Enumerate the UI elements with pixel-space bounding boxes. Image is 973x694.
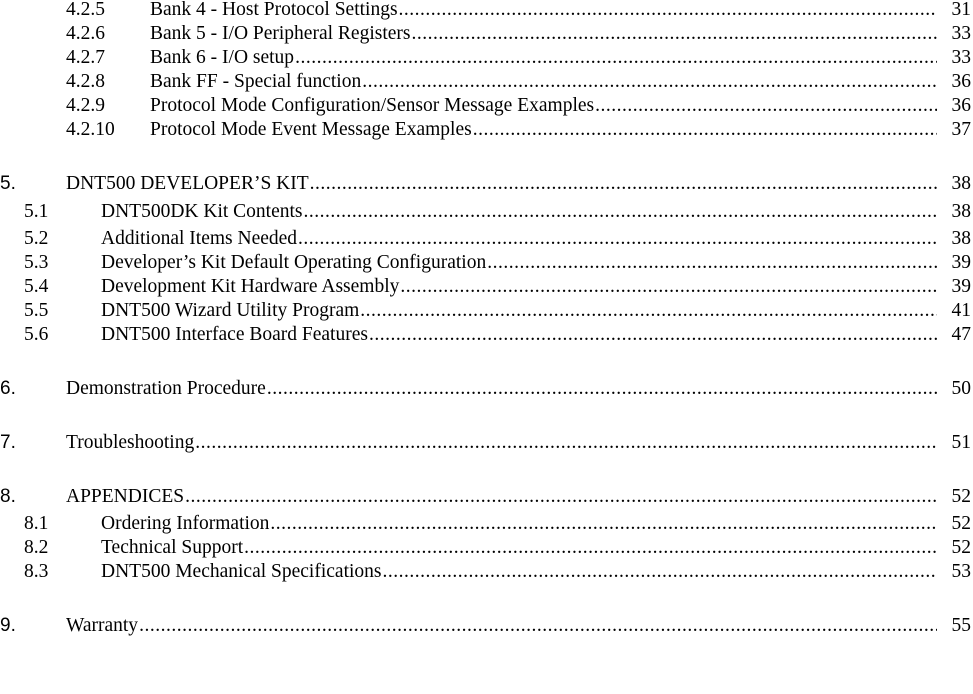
toc-entry-title[interactable]: Bank 6 - I/O setup [150, 47, 295, 68]
toc-dot-leader [487, 251, 937, 275]
toc-entry-title[interactable]: Developer’s Kit Default Operating Configuration [101, 252, 487, 273]
toc-entry-title[interactable]: DNT500 Mechanical Specifications [101, 561, 382, 582]
toc-entry-page-number: 52 [951, 513, 971, 534]
toc-dot-leader [400, 275, 937, 299]
toc-dot-leader [295, 46, 937, 70]
toc-entry-title[interactable]: DNT500 Wizard Utility Program [101, 300, 360, 321]
toc-entry-title[interactable]: Bank FF - Special function [150, 71, 362, 92]
toc-entry-page-number: 41 [951, 300, 971, 321]
toc-entry-title[interactable]: DNT500 DEVELOPER’S KIT [66, 173, 309, 194]
toc-dot-leader [139, 614, 937, 638]
toc-entry-title[interactable]: Bank 4 - Host Protocol Settings [150, 0, 398, 20]
toc-entry[interactable] [0, 200, 973, 224]
toc-entry-page-number: 53 [951, 561, 971, 582]
toc-entry-number: 8.3 [24, 561, 49, 582]
toc-entry-page-number: 39 [951, 252, 971, 273]
toc-entry-page-number: 39 [951, 276, 971, 297]
toc-entry[interactable] [0, 70, 973, 94]
toc-entry-number: 4.2.9 [66, 95, 105, 116]
toc-entry-number: 4.2.6 [66, 23, 105, 44]
toc-entry-page-number: 37 [951, 119, 971, 140]
toc-entry-title[interactable]: Protocol Mode Event Message Examples [150, 119, 472, 140]
toc-entry-page-number: 50 [951, 378, 971, 399]
toc-dot-leader [369, 323, 937, 347]
toc-entry[interactable] [0, 299, 973, 323]
toc-entry-number: 5.6 [24, 324, 49, 345]
toc-entry-number: 5.5 [24, 300, 49, 321]
toc-entry-number: 5.4 [24, 276, 49, 297]
toc-dot-leader [411, 22, 937, 46]
toc-entry[interactable] [0, 614, 973, 638]
toc-dot-leader [399, 0, 937, 22]
toc-entry[interactable] [0, 536, 973, 560]
toc-dot-leader [383, 560, 938, 584]
toc-entry-title[interactable]: Warranty [66, 615, 139, 636]
toc-entry-title[interactable]: Additional Items Needed [101, 228, 298, 249]
toc-entry-page-number: 33 [951, 23, 971, 44]
toc-entry-title[interactable]: DNT500DK Kit Contents [101, 201, 303, 222]
toc-entry-number: 4.2.5 [66, 0, 105, 20]
toc-entry[interactable] [0, 431, 973, 455]
toc-dot-leader [595, 94, 937, 118]
toc-entry-page-number: 47 [951, 324, 971, 345]
toc-entry-title[interactable]: DNT500 Interface Board Features [101, 324, 368, 345]
toc-entry-page-number: 52 [951, 486, 971, 507]
toc-dot-leader [360, 299, 937, 323]
toc-entry-title[interactable]: Protocol Mode Configuration/Sensor Message Examples [150, 95, 595, 116]
toc-entry[interactable] [0, 323, 973, 347]
toc-entry-number: 5.2 [24, 228, 49, 249]
toc-entry-number: 5. [0, 173, 16, 194]
toc-dot-leader [244, 536, 937, 560]
toc-entry-title[interactable]: Technical Support [101, 537, 244, 558]
toc-entry-number: 8.2 [24, 537, 49, 558]
toc-entry-title[interactable]: Bank 5 - I/O Peripheral Registers [150, 23, 411, 44]
toc-dot-leader [304, 200, 938, 224]
toc-entry-page-number: 38 [951, 173, 971, 194]
toc-entry[interactable] [0, 0, 973, 22]
toc-entry-title[interactable]: Demonstration Procedure [66, 378, 266, 399]
toc-entry-page-number: 31 [951, 0, 971, 20]
toc-entry-page-number: 55 [951, 615, 971, 636]
toc-entry-number: 4.2.8 [66, 71, 105, 92]
toc-entry[interactable] [0, 485, 973, 509]
toc-entry-number: 8. [0, 486, 16, 507]
toc-entry-number: 4.2.7 [66, 47, 105, 68]
toc-entry-number: 5.1 [24, 201, 49, 222]
toc-entry[interactable] [0, 94, 973, 118]
toc-entry-number: 6. [0, 378, 16, 399]
toc-dot-leader [185, 485, 937, 509]
toc-entry-page-number: 51 [951, 432, 971, 453]
toc-entry[interactable] [0, 118, 973, 142]
toc-entry[interactable] [0, 22, 973, 46]
toc-entry-page-number: 38 [951, 228, 971, 249]
toc-entry[interactable] [0, 560, 973, 584]
toc-entry-number: 5.3 [24, 252, 49, 273]
toc-dot-leader [362, 70, 937, 94]
toc-entry-page-number: 38 [951, 201, 971, 222]
toc-dot-leader [310, 172, 937, 196]
toc-entry-number: 9. [0, 615, 16, 636]
toc-dot-leader [298, 227, 937, 251]
toc-dot-leader [267, 377, 937, 401]
toc-dot-leader [195, 431, 937, 455]
toc-entry-page-number: 33 [951, 47, 971, 68]
toc-dot-leader [270, 512, 937, 536]
toc-dot-leader [473, 118, 937, 142]
toc-entry-number: 7. [0, 432, 16, 453]
toc-entry[interactable] [0, 251, 973, 275]
toc-entry-number: 8.1 [24, 513, 49, 534]
toc-entry[interactable] [0, 172, 973, 196]
toc-entry-page-number: 52 [951, 537, 971, 558]
toc-entry-title[interactable]: APPENDICES [66, 486, 185, 507]
toc-entry[interactable] [0, 227, 973, 251]
toc-entry[interactable] [0, 377, 973, 401]
toc-entry-title[interactable]: Troubleshooting [66, 432, 195, 453]
toc-entry[interactable] [0, 512, 973, 536]
toc-entry-title[interactable]: Ordering Information [101, 513, 270, 534]
toc-entry-title[interactable]: Development Kit Hardware Assembly [101, 276, 400, 297]
toc-entry-page-number: 36 [951, 71, 971, 92]
toc-entry-page-number: 36 [951, 95, 971, 116]
toc-entry-number: 4.2.10 [66, 119, 115, 140]
toc-entry[interactable] [0, 46, 973, 70]
toc-entry[interactable] [0, 275, 973, 299]
